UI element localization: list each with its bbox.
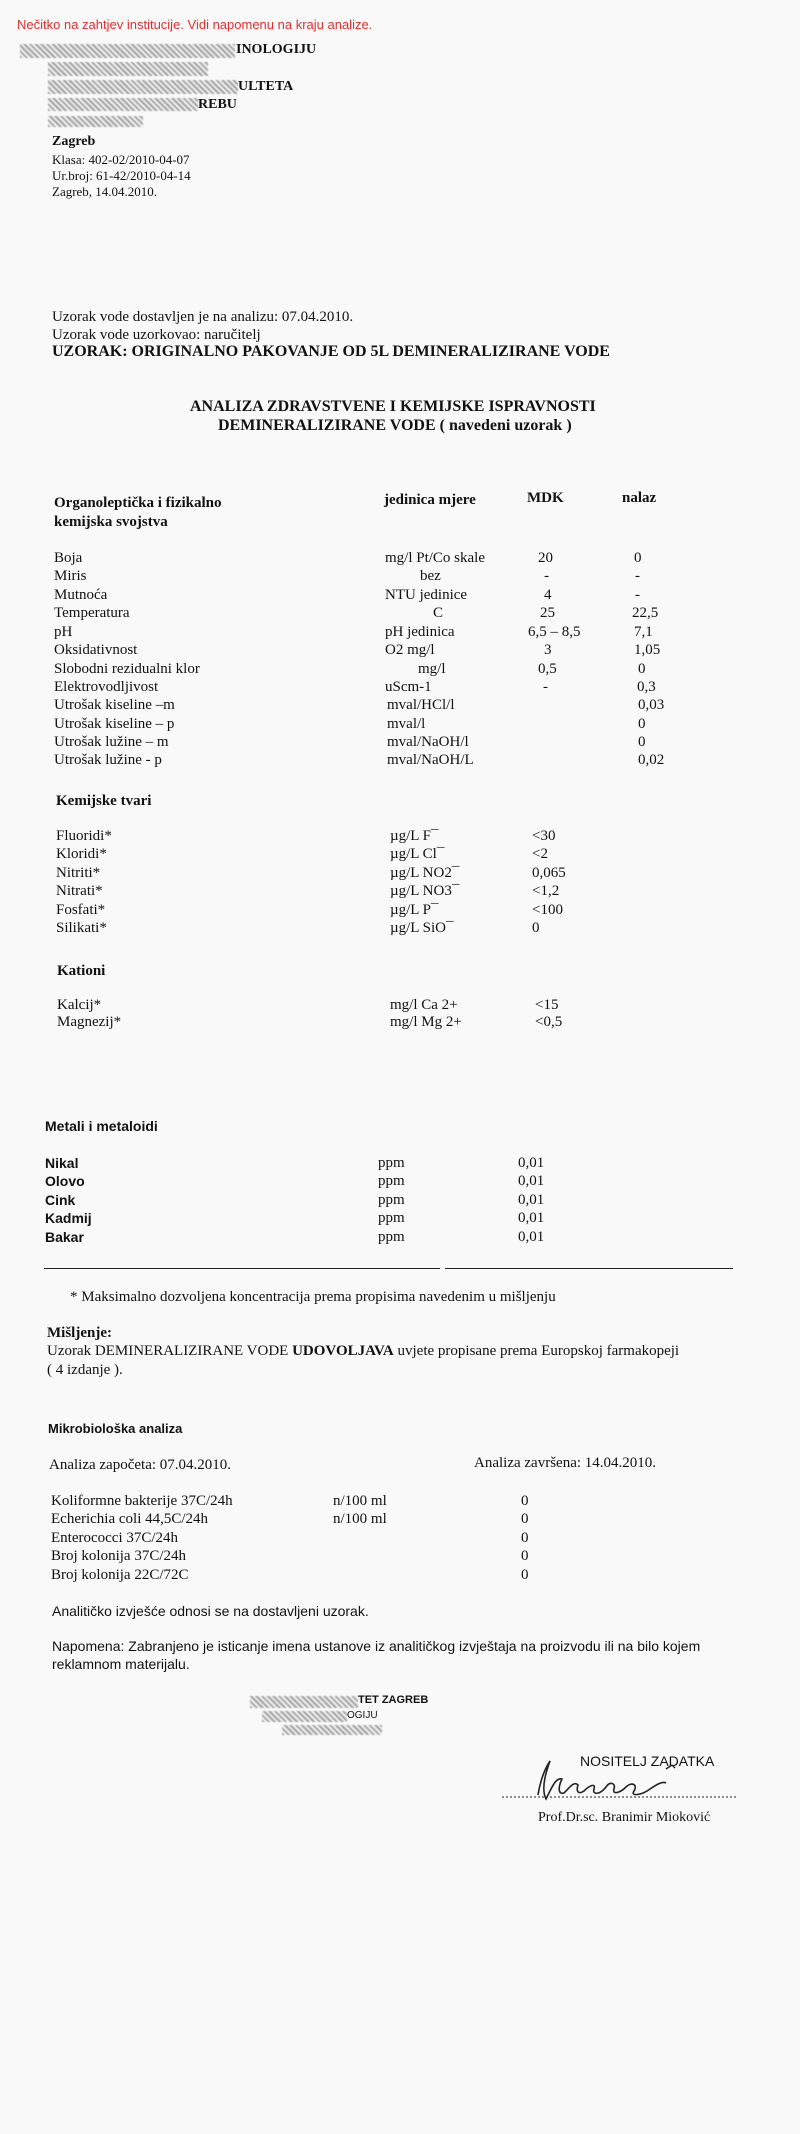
param-result: 0: [638, 661, 646, 677]
footnote: * Maksimalno dozvoljena koncentracija prema propisima navedenim u mišljenju: [70, 1289, 556, 1305]
param-name: Utrošak lužine – m: [54, 734, 169, 750]
param-unit: O2 mg/l: [385, 642, 435, 658]
header-partial-1: INOLOGIJU: [236, 42, 317, 57]
table-row: [0, 716, 800, 734]
chemicals-heading: Kemijske tvari: [56, 793, 152, 809]
opinion-text: [47, 1343, 679, 1360]
micro-value: 0: [521, 1548, 529, 1564]
table-row: [0, 920, 800, 938]
param-result: 0,3: [637, 679, 656, 695]
param-name: Kalcij*: [57, 997, 102, 1013]
param-unit: mval/l: [387, 716, 426, 732]
param-unit: mval/NaOH/L: [387, 752, 474, 768]
redacted-block: [48, 116, 143, 127]
param-name: Utrošak lužine - p: [54, 752, 162, 768]
param-mdk: <1,2: [532, 883, 560, 899]
param-result: 22,5: [632, 605, 659, 621]
metal-unit: ppm: [378, 1173, 405, 1189]
divider-right: [445, 1268, 733, 1269]
header-partial-2: ULTETA: [238, 79, 294, 94]
intro-sample: UZORAK: ORIGINALNO PAKOVANJE OD 5L DEMINERALIZIRANE VODE: [52, 343, 610, 360]
redacted-block: [20, 44, 235, 58]
opinion-text-end: uvjete propisane prema Europskoj farmakopeji: [393, 1343, 680, 1359]
table-row: [0, 1014, 800, 1032]
stamp-line1: TET ZAGREB: [358, 1694, 429, 1706]
metal-value: 0,01: [518, 1155, 545, 1171]
header-city: Zagreb: [52, 134, 96, 149]
report-note: Analitičko izvješće odnosi se na dostavljeni uzorak.: [52, 1603, 369, 1619]
micro-name: Broj kolonija 22C/72C: [51, 1567, 189, 1583]
metal-value: 0,01: [518, 1210, 545, 1226]
table-row: [0, 828, 800, 846]
param-name: Temperatura: [54, 605, 130, 621]
param-unit: C: [433, 605, 444, 621]
table-row: [0, 1567, 800, 1585]
opinion-verdict: UDOVOLJAVA: [292, 1343, 394, 1359]
param-unit: uScm-1: [385, 679, 432, 695]
table-row: [0, 550, 800, 568]
param-result: 0,02: [638, 752, 665, 768]
param-name: Fluoridi*: [56, 828, 112, 844]
param-result: 1,05: [634, 642, 661, 658]
table-row: [0, 752, 800, 770]
column-unit: jedinica mjere: [384, 492, 476, 508]
redaction-notice: Nečitko na zahtjev institucije. Vidi napomenu na kraju analize.: [17, 17, 373, 32]
param-name: Utrošak kiseline – p: [54, 716, 175, 732]
param-name: pH: [54, 624, 73, 640]
metal-value: 0,01: [518, 1229, 545, 1245]
metal-unit: ppm: [378, 1210, 405, 1226]
param-mdk: <100: [532, 902, 563, 918]
analysis-title-line2: DEMINERALIZIRANE VODE ( navedeni uzorak ): [218, 417, 572, 434]
organoleptic-heading-1: Organoleptička i fizikalno: [54, 495, 222, 511]
micro-finished: Analiza završena: 14.04.2010.: [474, 1455, 657, 1471]
micro-unit: n/100 ml: [333, 1493, 387, 1509]
metal-unit: ppm: [378, 1192, 405, 1208]
param-name: Magnezij*: [57, 1014, 122, 1030]
param-name: Nitrati*: [56, 883, 103, 899]
param-mdk: 25: [540, 605, 555, 621]
opinion-line2: ( 4 izdanje ).: [47, 1362, 123, 1378]
micro-value: 0: [521, 1567, 529, 1583]
param-result: 0,03: [638, 697, 665, 713]
param-unit: mval/NaOH/l: [387, 734, 469, 750]
table-row: [0, 642, 800, 660]
param-result: -: [635, 587, 640, 603]
param-unit: µg/L P¯: [390, 902, 439, 918]
param-result: 0: [638, 716, 646, 732]
param-mdk: 4: [544, 587, 552, 603]
param-unit: µg/L F¯: [390, 828, 439, 844]
table-row: [0, 1173, 800, 1191]
param-result: -: [635, 568, 640, 584]
table-row: [0, 1548, 800, 1566]
param-unit: pH jedinica: [385, 624, 455, 640]
redacted-block: [48, 98, 198, 111]
header-klasa: Klasa: 402-02/2010-04-07: [52, 152, 190, 167]
table-row: [0, 1530, 800, 1548]
param-unit: µg/L Cl¯: [390, 846, 445, 862]
param-mdk: <2: [532, 846, 548, 862]
param-unit: µg/L NO2¯: [390, 865, 460, 881]
param-mdk: <15: [535, 997, 559, 1013]
header-urbroj: Ur.broj: 61-42/2010-04-14: [52, 168, 191, 183]
param-result: 0: [638, 734, 646, 750]
table-row: [0, 902, 800, 920]
micro-heading: Mikrobiološka analiza: [48, 1421, 183, 1436]
micro-name: Broj kolonija 37C/24h: [51, 1548, 186, 1564]
table-row: [0, 1511, 800, 1529]
table-row: [0, 997, 800, 1015]
param-unit: mg/l Pt/Co skale: [385, 550, 486, 566]
stamp-line2: OGIJU: [347, 1710, 378, 1721]
column-result: nalaz: [622, 490, 657, 506]
micro-value: 0: [521, 1493, 529, 1509]
param-name: Miris: [54, 568, 87, 584]
analysis-title-line1: ANALIZA ZDRAVSTVENE I KEMIJSKE ISPRAVNOSTI: [190, 398, 596, 415]
table-row: [0, 568, 800, 586]
intro-delivered: Uzorak vode dostavljen je na analizu: 07.04.2010.: [52, 309, 354, 325]
param-mdk: <30: [532, 828, 556, 844]
param-result: 7,1: [634, 624, 653, 640]
param-mdk: 0,065: [532, 865, 566, 881]
signature-role: NOSITELJ ZADATKA: [580, 1753, 715, 1769]
param-unit: mg/l Mg 2+: [390, 1014, 462, 1030]
redacted-block: [48, 62, 208, 76]
metal-name: Olovo: [45, 1173, 85, 1189]
column-mdk: MDK: [527, 490, 564, 506]
param-unit: µg/L NO3¯: [390, 883, 460, 899]
signature-name: Prof.Dr.sc. Branimir Mioković: [538, 1810, 711, 1825]
table-row: [0, 1155, 800, 1173]
metal-unit: ppm: [378, 1155, 405, 1171]
param-unit: mg/l Ca 2+: [390, 997, 458, 1013]
opinion-heading: Mišljenje:: [47, 1325, 112, 1341]
param-mdk: -: [543, 679, 548, 695]
micro-value: 0: [521, 1511, 529, 1527]
table-row: [0, 679, 800, 697]
micro-started: Analiza započeta: 07.04.2010.: [49, 1457, 232, 1473]
param-unit: NTU jedinice: [385, 587, 468, 603]
redacted-block: [262, 1711, 347, 1722]
param-mdk: 0: [532, 920, 540, 936]
header-partial-3: REBU: [198, 97, 237, 112]
param-result: 0: [634, 550, 642, 566]
table-row: [0, 846, 800, 864]
table-row: [0, 1192, 800, 1210]
param-name: Utrošak kiseline –m: [54, 697, 175, 713]
param-name: Boja: [54, 550, 83, 566]
metal-name: Cink: [45, 1192, 76, 1208]
param-name: Elektrovodljivost: [54, 679, 159, 695]
table-row: [0, 883, 800, 901]
metal-name: Bakar: [45, 1229, 84, 1245]
micro-name: Enterococci 37C/24h: [51, 1530, 179, 1546]
param-name: Nitriti*: [56, 865, 101, 881]
napomena-line2: reklamnom materijalu.: [52, 1656, 190, 1672]
param-mdk: 3: [544, 642, 552, 658]
param-name: Mutnoća: [54, 587, 108, 603]
table-row: [0, 734, 800, 752]
param-name: Slobodni rezidualni klor: [54, 661, 200, 677]
napomena-line1: Napomena: Zabranjeno je isticanje imena ustanove iz analitičkog izvještaja na proizvodu ili na bilo kojem: [52, 1638, 701, 1654]
table-row: [0, 1210, 800, 1228]
param-unit: bez: [420, 568, 441, 584]
metals-heading: Metali i metaloidi: [45, 1118, 158, 1134]
micro-value: 0: [521, 1530, 529, 1546]
table-row: [0, 1493, 800, 1511]
table-row: [0, 865, 800, 883]
metal-value: 0,01: [518, 1192, 545, 1208]
micro-unit: n/100 ml: [333, 1511, 387, 1527]
param-mdk: 6,5 – 8,5: [528, 624, 581, 640]
table-row: [0, 661, 800, 679]
redacted-block: [250, 1696, 358, 1708]
handwritten-signature: [500, 1755, 740, 1810]
param-name: Silikati*: [56, 920, 107, 936]
table-row: [0, 605, 800, 623]
param-unit: mval/HCl/l: [387, 697, 455, 713]
param-name: Fosfati*: [56, 902, 106, 918]
param-name: Kloridi*: [56, 846, 107, 862]
metal-unit: ppm: [378, 1229, 405, 1245]
metal-name: Nikal: [45, 1155, 79, 1171]
table-row: [0, 624, 800, 642]
param-unit: µg/L SiO¯: [390, 920, 454, 936]
metal-name: Kadmij: [45, 1210, 92, 1226]
param-mdk: 0,5: [538, 661, 557, 677]
param-mdk: -: [544, 568, 549, 584]
divider-left: [44, 1268, 440, 1269]
table-row: [0, 697, 800, 715]
param-unit: mg/l: [418, 661, 446, 677]
opinion-text-start: Uzorak DEMINERALIZIRANE VODE: [47, 1343, 293, 1359]
cations-heading: Kationi: [57, 963, 106, 979]
redacted-block: [282, 1725, 382, 1735]
metal-value: 0,01: [518, 1173, 545, 1189]
micro-name: Koliformne bakterije 37C/24h: [51, 1493, 233, 1509]
intro-sampled: Uzorak vode uzorkovao: naručitelj: [52, 327, 261, 343]
param-name: Oksidativnost: [54, 642, 138, 658]
param-mdk: 20: [538, 550, 553, 566]
header-date: Zagreb, 14.04.2010.: [52, 184, 158, 199]
micro-name: Echerichia coli 44,5C/24h: [51, 1511, 209, 1527]
param-mdk: <0,5: [535, 1014, 563, 1030]
organoleptic-heading-2: kemijska svojstva: [54, 514, 168, 530]
table-row: [0, 587, 800, 605]
redacted-block: [48, 80, 238, 94]
table-row: [0, 1229, 800, 1247]
